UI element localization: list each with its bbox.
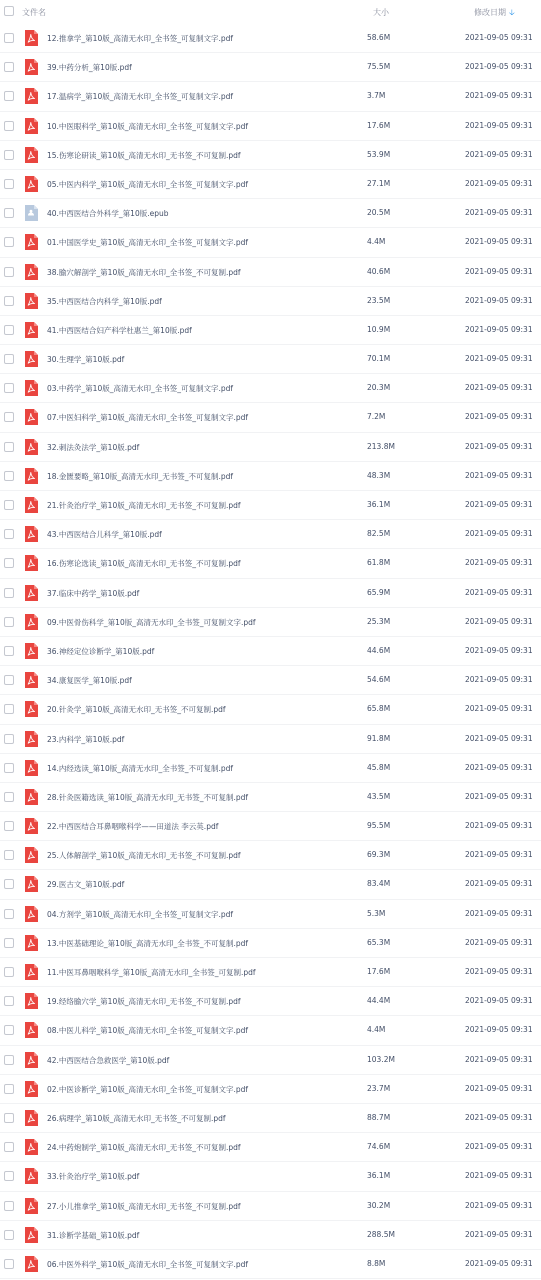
file-size: 5.3M — [367, 908, 386, 918]
file-row-checkbox[interactable] — [4, 296, 14, 306]
file-name[interactable]: 31.诊断学基础_第10版.pdf — [47, 1230, 140, 1240]
pdf-file-icon — [24, 818, 38, 834]
file-modified-date: 2021-09-05 09:31 — [465, 266, 533, 276]
file-name[interactable]: 17.温病学_第10版_高清无水印_全书签_可复制文字.pdf — [47, 92, 234, 102]
file-row[interactable] — [0, 1075, 541, 1104]
pdf-file-icon — [24, 701, 38, 717]
file-size: 83.4M — [367, 879, 391, 889]
pdf-file-icon — [24, 30, 38, 46]
file-modified-date: 2021-09-05 09:31 — [465, 383, 533, 393]
file-row[interactable] — [0, 987, 541, 1016]
file-size: 4.4M — [367, 237, 386, 247]
file-row-checkbox[interactable] — [4, 121, 14, 131]
column-header-date-label: 修改日期 — [474, 8, 506, 17]
file-size: 44.4M — [367, 996, 391, 1006]
file-name[interactable]: 33.针灸治疗学_第10版.pdf — [47, 1172, 140, 1182]
file-name[interactable]: 10.中医眼科学_第10版_高清无水印_全书签_可复制文字.pdf — [47, 121, 249, 131]
file-name[interactable]: 04.方剂学_第10版_高清无水印_全书签_可复制文字.pdf — [47, 909, 234, 919]
file-row-checkbox[interactable] — [4, 354, 14, 364]
file-name[interactable]: 03.中药学_第10版_高清无水印_全书签_可复制文字.pdf — [47, 384, 234, 394]
file-row-checkbox[interactable] — [4, 821, 14, 831]
file-row[interactable] — [0, 812, 541, 841]
select-all-checkbox[interactable] — [4, 6, 14, 16]
file-modified-date: 2021-09-05 09:31 — [465, 704, 533, 714]
file-modified-date: 2021-09-05 09:31 — [465, 412, 533, 422]
file-row-checkbox[interactable] — [4, 1142, 14, 1152]
file-modified-date: 2021-09-05 09:31 — [465, 149, 533, 159]
file-row-checkbox[interactable] — [4, 1230, 14, 1240]
pdf-file-icon — [24, 468, 38, 484]
pdf-file-icon — [24, 585, 38, 601]
file-name[interactable]: 11.中医耳鼻咽喉科学_第10版_高清无水印_全书签_可复制.pdf — [47, 968, 256, 977]
file-size: 7.2M — [367, 412, 386, 422]
pdf-file-icon — [24, 526, 38, 542]
file-name[interactable]: 06.中医外科学_第10版_高清无水印_全书签_可复制文字.pdf — [47, 1259, 249, 1269]
file-row-checkbox[interactable] — [4, 33, 14, 43]
file-modified-date: 2021-09-05 09:31 — [465, 587, 533, 597]
pdf-file-icon — [24, 964, 38, 980]
file-size: 61.8M — [367, 558, 391, 568]
file-row[interactable] — [0, 112, 541, 141]
pdf-file-icon — [24, 147, 38, 163]
column-header-size[interactable]: 大小 — [373, 8, 389, 17]
file-size: 103.2M — [367, 1054, 395, 1064]
file-row[interactable] — [0, 754, 541, 783]
file-size: 70.1M — [367, 354, 391, 364]
file-name[interactable]: 20.针灸学_第10版_高清无水印_无书签_不可复制.pdf — [47, 705, 226, 715]
pdf-file-icon — [24, 1081, 38, 1097]
file-row-checkbox[interactable] — [4, 267, 14, 277]
file-name[interactable]: 21.针灸治疗学_第10版_高清无水印_无书签_不可复制.pdf — [47, 501, 241, 510]
file-modified-date: 2021-09-05 09:31 — [465, 645, 533, 655]
file-row[interactable] — [0, 549, 541, 578]
file-name[interactable]: 09.中医骨伤科学_第10版_高清无水印_全书签_可复制文字.pdf — [47, 617, 256, 627]
file-modified-date: 2021-09-05 09:31 — [465, 354, 533, 364]
pdf-file-icon — [24, 264, 38, 280]
pdf-file-icon — [24, 731, 38, 747]
epub-file-icon — [24, 205, 38, 221]
file-row[interactable] — [0, 1016, 541, 1045]
file-row-checkbox[interactable] — [4, 1259, 14, 1269]
file-modified-date: 2021-09-05 09:31 — [465, 1054, 533, 1064]
file-name[interactable]: 34.康复医学_第10版.pdf — [47, 676, 132, 686]
file-row-checkbox[interactable] — [4, 996, 14, 1006]
file-name[interactable]: 35.中西医结合内科学_第10版.pdf — [47, 296, 162, 306]
file-name[interactable]: 14.内经选读_第10版_高清无水印_全书签_不可复制.pdf — [47, 763, 234, 773]
file-row[interactable] — [0, 579, 541, 608]
file-row-checkbox[interactable] — [4, 1025, 14, 1035]
file-modified-date: 2021-09-05 09:31 — [465, 208, 533, 218]
file-name[interactable]: 01.中国医学史_第10版_高清无水印_全书签_可复制文字.pdf — [47, 238, 249, 248]
file-row[interactable] — [0, 462, 541, 491]
file-row-checkbox[interactable] — [4, 588, 14, 598]
pdf-file-icon — [24, 1168, 38, 1184]
file-size: 88.7M — [367, 1112, 391, 1122]
file-size: 36.1M — [367, 1171, 391, 1181]
file-row[interactable] — [0, 53, 541, 82]
file-row-checkbox[interactable] — [4, 646, 14, 656]
column-header-name[interactable]: 文件名 — [22, 8, 46, 17]
file-size: 27.1M — [367, 178, 391, 188]
pdf-file-icon — [24, 1052, 38, 1068]
file-name[interactable]: 02.中医诊断学_第10版_高清无水印_全书签_可复制文字.pdf — [47, 1084, 249, 1094]
file-size: 213.8M — [367, 441, 395, 451]
pdf-file-icon — [24, 439, 38, 455]
file-row-checkbox[interactable] — [4, 412, 14, 422]
file-row-checkbox[interactable] — [4, 1084, 14, 1094]
file-size: 23.5M — [367, 295, 391, 305]
pdf-file-icon — [24, 906, 38, 922]
file-size: 75.5M — [367, 62, 391, 72]
file-row-checkbox[interactable] — [4, 792, 14, 802]
file-name[interactable]: 25.人体解剖学_第10版_高清无水印_无书签_不可复制.pdf — [47, 851, 241, 861]
file-size: 288.5M — [367, 1229, 395, 1239]
file-list-header — [0, 0, 541, 24]
file-row[interactable] — [0, 1104, 541, 1133]
file-row[interactable] — [0, 608, 541, 637]
file-name[interactable]: 13.中医基础理论_第10版_高清无水印_全书签_不可复制.pdf — [47, 938, 249, 948]
file-modified-date: 2021-09-05 09:31 — [465, 675, 533, 685]
file-name[interactable]: 39.中药分析_第10版.pdf — [47, 63, 132, 73]
file-name[interactable]: 26.病理学_第10版_高清无水印_无书签_不可复制.pdf — [47, 1113, 226, 1123]
file-row[interactable] — [0, 900, 541, 929]
file-row-checkbox[interactable] — [4, 675, 14, 685]
file-row-checkbox[interactable] — [4, 967, 14, 977]
file-modified-date: 2021-09-05 09:31 — [465, 879, 533, 889]
file-modified-date: 2021-09-05 09:31 — [465, 967, 533, 976]
file-modified-date: 2021-09-05 09:31 — [465, 178, 533, 188]
pdf-file-icon — [24, 789, 38, 805]
file-row-checkbox[interactable] — [4, 150, 14, 160]
file-name[interactable]: 23.内科学_第10版.pdf — [47, 734, 125, 744]
file-modified-date: 2021-09-05 09:31 — [465, 850, 533, 860]
file-row[interactable] — [0, 24, 541, 53]
file-row-checkbox[interactable] — [4, 558, 14, 568]
file-row[interactable] — [0, 929, 541, 958]
file-row-checkbox[interactable] — [4, 850, 14, 860]
file-name[interactable]: 38.腧穴解剖学_第10版_高清无水印_全书签_不可复制.pdf — [47, 267, 241, 277]
file-size: 82.5M — [367, 529, 391, 539]
file-modified-date: 2021-09-05 09:31 — [465, 762, 533, 772]
file-name[interactable]: 22.中西医结合耳鼻咽喉科学——田道法 李云英.pdf — [47, 822, 219, 832]
file-size: 91.8M — [367, 733, 391, 743]
file-modified-date: 2021-09-05 09:31 — [465, 996, 533, 1006]
file-modified-date: 2021-09-05 09:31 — [465, 908, 533, 918]
pdf-file-icon — [24, 497, 38, 513]
file-name[interactable]: 42.中西医结合急救医学_第10版.pdf — [47, 1055, 170, 1065]
pdf-file-icon — [24, 1139, 38, 1155]
pdf-file-icon — [24, 555, 38, 571]
file-row[interactable] — [0, 170, 541, 199]
file-size: 58.6M — [367, 33, 391, 42]
file-size: 20.3M — [367, 383, 391, 393]
file-row-checkbox[interactable] — [4, 1201, 14, 1211]
file-size: 95.5M — [367, 821, 391, 831]
pdf-file-icon — [24, 1022, 38, 1038]
file-row[interactable] — [0, 491, 541, 520]
file-row[interactable] — [0, 82, 541, 111]
file-row[interactable] — [0, 1192, 541, 1221]
file-row[interactable] — [0, 374, 541, 403]
file-list — [0, 24, 541, 1279]
file-size: 44.6M — [367, 645, 391, 655]
file-row-checkbox[interactable] — [4, 325, 14, 335]
file-row-checkbox[interactable] — [4, 938, 14, 948]
file-row-checkbox[interactable] — [4, 1113, 14, 1123]
file-row-checkbox[interactable] — [4, 1055, 14, 1065]
file-row[interactable] — [0, 1046, 541, 1075]
file-row-checkbox[interactable] — [4, 763, 14, 773]
file-row[interactable] — [0, 345, 541, 374]
file-size: 65.8M — [367, 704, 391, 714]
file-modified-date: 2021-09-05 09:31 — [465, 1171, 533, 1181]
file-row[interactable] — [0, 258, 541, 287]
file-row-checkbox[interactable] — [4, 734, 14, 744]
file-size: 10.9M — [367, 324, 391, 334]
file-name[interactable]: 16.伤寒论选读_第10版_高清无水印_无书签_不可复制.pdf — [47, 559, 241, 569]
file-row-checkbox[interactable] — [4, 879, 14, 889]
file-modified-date: 2021-09-05 09:31 — [465, 1200, 533, 1210]
file-modified-date: 2021-09-05 09:31 — [465, 91, 533, 101]
pdf-file-icon — [24, 672, 38, 688]
file-row-checkbox[interactable] — [4, 237, 14, 247]
file-row-checkbox[interactable] — [4, 471, 14, 481]
file-size: 20.5M — [367, 208, 391, 218]
file-size: 53.9M — [367, 149, 391, 159]
file-size: 4.4M — [367, 1025, 386, 1035]
file-name[interactable]: 24.中药炮制学_第10版_高清无水印_无书签_不可复制.pdf — [47, 1143, 241, 1153]
file-row[interactable] — [0, 695, 541, 724]
file-row-checkbox[interactable] — [4, 91, 14, 101]
file-modified-date: 2021-09-05 09:31 — [465, 237, 533, 247]
pdf-file-icon — [24, 1227, 38, 1243]
file-modified-date: 2021-09-05 09:31 — [465, 616, 533, 626]
pdf-file-icon — [24, 409, 38, 425]
file-name[interactable]: 08.中医儿科学_第10版_高清无水印_全书签_可复制文字.pdf — [47, 1026, 249, 1036]
file-name[interactable]: 12.推拿学_第10版_高清无水印_全书签_可复制文字.pdf — [47, 34, 234, 43]
file-name[interactable]: 43.中西医结合儿科学_第10版.pdf — [47, 530, 162, 540]
pdf-file-icon — [24, 760, 38, 776]
file-row[interactable] — [0, 725, 541, 754]
column-header-date[interactable] — [474, 7, 515, 18]
file-row[interactable] — [0, 666, 541, 695]
file-row-checkbox[interactable] — [4, 383, 14, 393]
file-name[interactable]: 41.中西医结合妇产科学杜惠兰_第10版.pdf — [47, 325, 192, 335]
file-size: 17.6M — [367, 967, 391, 976]
file-row-checkbox[interactable] — [4, 500, 14, 510]
file-name[interactable]: 07.中医妇科学_第10版_高清无水印_全书签_可复制文字.pdf — [47, 413, 249, 423]
file-modified-date: 2021-09-05 09:31 — [465, 1025, 533, 1035]
file-name[interactable]: 29.医古文_第10版.pdf — [47, 880, 125, 890]
pdf-file-icon — [24, 322, 38, 338]
file-name[interactable]: 28.针灸医籍选读_第10版_高清无水印_无书签_不可复制.pdf — [47, 792, 249, 802]
file-name[interactable]: 19.经络腧穴学_第10版_高清无水印_无书签_不可复制.pdf — [47, 997, 241, 1007]
pdf-file-icon — [24, 176, 38, 192]
file-row-checkbox[interactable] — [4, 909, 14, 919]
file-modified-date: 2021-09-05 09:31 — [465, 1083, 533, 1093]
file-name[interactable]: 27.小儿推拿学_第10版_高清无水印_无书签_不可复制.pdf — [47, 1201, 241, 1211]
file-size: 36.1M — [367, 500, 391, 509]
file-modified-date: 2021-09-05 09:31 — [465, 1112, 533, 1122]
pdf-file-icon — [24, 1110, 38, 1126]
file-modified-date: 2021-09-05 09:31 — [465, 821, 533, 831]
file-size: 43.5M — [367, 791, 391, 801]
file-name[interactable]: 32.刺法灸法学_第10版.pdf — [47, 442, 140, 452]
file-size: 30.2M — [367, 1200, 391, 1210]
pdf-file-icon — [24, 351, 38, 367]
pdf-file-icon — [24, 59, 38, 75]
pdf-file-icon — [24, 643, 38, 659]
file-size: 25.3M — [367, 616, 391, 626]
file-row-checkbox[interactable] — [4, 1171, 14, 1181]
file-size: 45.8M — [367, 762, 391, 772]
pdf-file-icon — [24, 935, 38, 951]
file-modified-date: 2021-09-05 09:31 — [465, 529, 533, 539]
pdf-file-icon — [24, 293, 38, 309]
file-modified-date: 2021-09-05 09:31 — [465, 441, 533, 451]
file-row-checkbox[interactable] — [4, 617, 14, 627]
file-row-checkbox[interactable] — [4, 442, 14, 452]
arrow-down-icon[interactable]: 🡣 — [509, 7, 515, 17]
file-modified-date: 2021-09-05 09:31 — [465, 324, 533, 334]
file-size: 54.6M — [367, 675, 391, 685]
file-modified-date: 2021-09-05 09:31 — [465, 1229, 533, 1239]
file-size: 74.6M — [367, 1142, 391, 1152]
pdf-file-icon — [24, 847, 38, 863]
file-row-checkbox[interactable] — [4, 208, 14, 218]
file-row[interactable] — [0, 316, 541, 345]
file-row[interactable] — [0, 403, 541, 432]
file-row-checkbox[interactable] — [4, 179, 14, 189]
file-row[interactable] — [0, 1162, 541, 1191]
file-modified-date: 2021-09-05 09:31 — [465, 558, 533, 568]
file-modified-date: 2021-09-05 09:31 — [465, 1142, 533, 1152]
pdf-file-icon — [24, 118, 38, 134]
pdf-file-icon — [24, 1198, 38, 1214]
file-row-checkbox[interactable] — [4, 529, 14, 539]
file-size: 3.7M — [367, 91, 386, 101]
file-name[interactable]: 30.生理学_第10版.pdf — [47, 355, 125, 365]
file-size: 8.8M — [367, 1258, 386, 1268]
file-row[interactable] — [0, 433, 541, 462]
file-modified-date: 2021-09-05 09:31 — [465, 470, 533, 480]
file-size: 40.6M — [367, 266, 391, 276]
file-modified-date: 2021-09-05 09:31 — [465, 500, 533, 509]
file-row[interactable] — [0, 783, 541, 812]
file-row[interactable] — [0, 870, 541, 899]
file-modified-date: 2021-09-05 09:31 — [465, 937, 533, 947]
pdf-file-icon — [24, 380, 38, 396]
file-row[interactable] — [0, 1221, 541, 1250]
file-name[interactable]: 37.临床中药学_第10版.pdf — [47, 588, 140, 598]
pdf-file-icon — [24, 88, 38, 104]
pdf-file-icon — [24, 234, 38, 250]
file-row[interactable] — [0, 141, 541, 170]
file-modified-date: 2021-09-05 09:31 — [465, 733, 533, 743]
file-name[interactable]: 40.中西医结合外科学_第10版.epub — [47, 209, 169, 219]
file-name[interactable]: 36.神经定位诊断学_第10版.pdf — [47, 646, 155, 656]
file-modified-date: 2021-09-05 09:31 — [465, 33, 533, 42]
file-size: 69.3M — [367, 850, 391, 860]
file-modified-date: 2021-09-05 09:31 — [465, 120, 533, 130]
file-row[interactable] — [0, 637, 541, 666]
file-row[interactable] — [0, 199, 541, 228]
file-row-checkbox[interactable] — [4, 62, 14, 72]
file-row[interactable] — [0, 958, 541, 987]
pdf-file-icon — [24, 876, 38, 892]
pdf-file-icon — [24, 993, 38, 1009]
file-row[interactable] — [0, 1133, 541, 1162]
file-row[interactable] — [0, 520, 541, 549]
file-row[interactable] — [0, 841, 541, 870]
file-name[interactable]: 18.金匮要略_第10版_高清无水印_无书签_不可复制.pdf — [47, 471, 234, 481]
file-row[interactable] — [0, 228, 541, 257]
file-size: 65.3M — [367, 937, 391, 947]
file-size: 65.9M — [367, 587, 391, 597]
file-name[interactable]: 05.中医内科学_第10版_高清无水印_全书签_可复制文字.pdf — [47, 179, 249, 189]
file-row-checkbox[interactable] — [4, 704, 14, 714]
file-modified-date: 2021-09-05 09:31 — [465, 791, 533, 801]
file-size: 23.7M — [367, 1083, 391, 1093]
file-size: 17.6M — [367, 120, 391, 130]
file-row[interactable] — [0, 287, 541, 316]
file-size: 48.3M — [367, 470, 391, 480]
file-row[interactable] — [0, 1250, 541, 1279]
pdf-file-icon — [24, 1256, 38, 1272]
pdf-file-icon — [24, 614, 38, 630]
file-modified-date: 2021-09-05 09:31 — [465, 62, 533, 72]
file-modified-date: 2021-09-05 09:31 — [465, 295, 533, 305]
file-name[interactable]: 15.伤寒论研读_第10版_高清无水印_无书签_不可复制.pdf — [47, 150, 241, 160]
file-modified-date: 2021-09-05 09:31 — [465, 1258, 533, 1268]
